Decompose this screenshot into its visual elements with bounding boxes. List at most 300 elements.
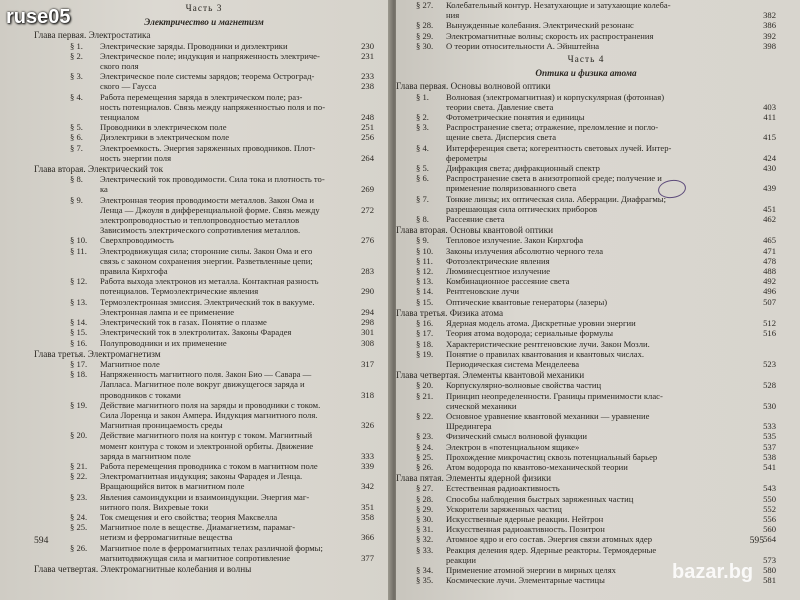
section-title-text: Рентгеновские лучи	[446, 286, 520, 297]
section-title-text: Корпускулярно-волновые свойства частиц	[446, 380, 602, 391]
toc-entry	[396, 431, 776, 441]
toc-entry	[396, 143, 776, 153]
page-ref: 471	[763, 245, 776, 256]
section-title-text: Электронная теория проводимости металлов. Закон Ома и	[100, 194, 314, 205]
section-number: § 3.	[70, 71, 83, 82]
toc-entry	[396, 380, 776, 390]
section-title-text: Работа выхода электронов из металла. Контактная разность	[100, 276, 319, 287]
section-number: § 6.	[416, 173, 429, 184]
toc-entry	[34, 122, 374, 132]
page-ref: 264	[361, 152, 374, 163]
left-page	[0, 0, 392, 600]
toc-entry	[34, 153, 374, 163]
page-ref: 230	[361, 40, 374, 51]
toc-lines	[34, 30, 374, 574]
toc-entry	[34, 41, 374, 51]
section-title-text: Естественная радиоактивность	[446, 483, 560, 494]
toc-entry	[34, 215, 374, 225]
page-ref: 415	[763, 132, 776, 143]
toc-entry	[396, 297, 776, 307]
toc-entry	[34, 112, 374, 122]
chapter-heading: Глава первая. Основы волновой оптики	[396, 81, 551, 92]
toc-entry	[396, 442, 776, 452]
section-title-text: Вынужденные колебания. Электрический резонанс	[446, 20, 634, 31]
page-ref: 581	[763, 575, 776, 586]
toc-entry	[34, 81, 374, 91]
section-title-text: Интерференция света; когерентность световых лучей. Интер-	[446, 142, 672, 153]
section-title-text: Искусственная радиоактивность. Позитрон	[446, 524, 605, 535]
toc-entry	[396, 339, 776, 349]
page-ref: 308	[361, 337, 374, 348]
section-number: § 24.	[70, 511, 88, 522]
section-number: § 35.	[416, 575, 434, 586]
section-title-text: Проводники в электрическом поле	[100, 122, 227, 133]
section-title-text: Понятие о правилах квантования и квантовых числах.	[446, 348, 645, 359]
page-ref: 424	[763, 152, 776, 163]
section-title-text: Магнитное поле в веществе. Диамагнетизм, парамаг-	[100, 522, 296, 533]
toc-entry	[34, 297, 374, 307]
toc-entry	[396, 286, 776, 296]
page-ref: 269	[361, 184, 374, 195]
section-title-text: Ток смещения и его свойства; теория Максвелла	[100, 511, 278, 522]
section-number: § 4.	[70, 91, 83, 102]
section-title-text: Напряженность магнитного поля. Закон Био — Савара —	[100, 369, 312, 380]
toc-entry	[396, 163, 776, 173]
section-number: § 22.	[416, 410, 434, 421]
section-title-text: Атомное ядро и его состав. Энергия связи атомных ядер	[446, 534, 653, 545]
section-number: § 27.	[416, 0, 434, 10]
toc-entry	[34, 286, 374, 296]
bazar-logo-icon	[672, 554, 792, 585]
section-number: § 23.	[70, 491, 88, 502]
toc-entry	[34, 143, 374, 153]
section-title-text: потенциалов. Термоэлектрические явления	[100, 286, 259, 297]
section-number: § 16.	[70, 337, 88, 348]
section-number: § 13.	[70, 296, 88, 307]
page-ref: 543	[763, 483, 776, 494]
section-title-text: Теория атома водорода; сериальные формулы	[446, 328, 614, 339]
chapter-heading: Глава вторая. Электрический ток	[34, 164, 164, 175]
section-number: § 2.	[416, 112, 429, 123]
toc-entry	[34, 471, 374, 481]
section-title-text: Электрон в «потенциальном ящике»	[446, 441, 580, 452]
logo-text: bazar.bg	[672, 561, 754, 583]
page-ref: 339	[361, 460, 374, 471]
page-ref: 507	[763, 296, 776, 307]
page-ref: 386	[763, 20, 776, 31]
section-title-text: Периодическая система Менделеева	[446, 358, 580, 369]
section-title-text: Космические лучи. Элементарные частицы	[446, 575, 605, 586]
toc-entry	[34, 132, 374, 142]
section-title-text: Распространение света в анизотропной среде; получение и	[446, 173, 662, 184]
section-number: § 28.	[416, 20, 434, 31]
section-number: § 29.	[416, 30, 434, 41]
toc-entry	[34, 246, 374, 256]
toc-entry	[396, 256, 776, 266]
toc-entry	[396, 41, 776, 51]
page-ref: 392	[763, 30, 776, 41]
toc-entry	[34, 359, 374, 369]
page-ref: 462	[763, 214, 776, 225]
toc-entry	[396, 102, 776, 112]
section-number: § 17.	[416, 328, 434, 339]
section-title-text: Работа перемещения проводника с током в магнитном поле	[100, 460, 318, 471]
toc-entry	[396, 452, 776, 462]
section-number: § 29.	[416, 503, 434, 514]
page-ref: 439	[763, 183, 776, 194]
section-number: § 31.	[416, 524, 434, 535]
toc-entry	[34, 543, 374, 553]
right-page	[396, 0, 800, 600]
page-ref: 496	[763, 286, 776, 297]
page-ref: 451	[763, 203, 776, 214]
section-title-text: Электродвижущая сила; сторонние силы. Закон Ома и его	[100, 245, 313, 256]
chapter-heading: Глава пятая. Элементы ядерной физики	[396, 473, 552, 484]
page-ref: 552	[763, 503, 776, 514]
page-ref: 411	[763, 112, 776, 123]
toc-entry	[34, 92, 374, 102]
section-title-text: электропроводностью и теплопроводностью металлов	[100, 215, 300, 226]
page-ref: 564	[763, 534, 776, 545]
page-ref: 398	[763, 40, 776, 51]
section-title-text: Законы излучения абсолютно черного тела	[446, 245, 604, 256]
toc-entry	[34, 461, 374, 471]
section-title-text: Характеристические рентгеновские лучи. Закон Мозли.	[446, 338, 650, 349]
toc-entry	[396, 10, 776, 20]
toc-entry	[34, 492, 374, 502]
section-number: § 22.	[70, 471, 88, 482]
page-ref: 488	[763, 266, 776, 277]
toc-entry	[34, 441, 374, 451]
section-title: Оптика и физика атома	[535, 68, 637, 79]
toc-entry	[34, 390, 374, 400]
toc-entry	[34, 51, 374, 61]
section-title-text: Работа перемещения заряда в электрическом поле; раз-	[100, 91, 303, 102]
part-title: Часть 3	[185, 4, 223, 14]
section-title-text: Электромагнитная индукция; законы Фарадея и Ленца.	[100, 471, 303, 482]
section-number: § 12.	[70, 276, 88, 287]
toc-entry	[34, 256, 374, 266]
page-ref: 516	[763, 328, 776, 339]
section-title-text: Шредингера	[446, 421, 492, 432]
toc-entry	[396, 112, 776, 122]
page-ref: 276	[361, 235, 374, 246]
toc-entry	[396, 0, 776, 10]
section-title-text: Распространение света; отражение, преломление и погло-	[446, 122, 659, 133]
page-ref: 301	[361, 327, 374, 338]
section-number: § 21.	[70, 460, 88, 471]
section-title-text: Люминесцентное излучение	[446, 266, 551, 277]
toc-entry	[396, 494, 776, 504]
section-title-text: Вращающийся виток в магнитном поле	[100, 481, 245, 492]
section-title-text: Применение атомной энергии в мирных целях	[446, 564, 616, 575]
toc-entry	[396, 411, 776, 421]
page-ref: 298	[361, 317, 374, 328]
toc-entry	[34, 317, 374, 327]
toc-entry	[396, 194, 776, 204]
toc-entry	[34, 195, 374, 205]
page-ref: 556	[763, 513, 776, 524]
section-title-text: Физический смысл волновой функции	[446, 431, 587, 442]
section-number: § 9.	[70, 194, 83, 205]
section-title-text: Магнитное поле в ферромагнитных телах различной формы;	[100, 542, 323, 553]
page-ref: 248	[361, 112, 374, 123]
section-number: § 26.	[70, 542, 88, 553]
toc-entry	[34, 522, 374, 532]
toc-entry	[34, 502, 374, 512]
section-number: § 6.	[70, 132, 83, 143]
section-number: § 21.	[416, 390, 434, 401]
toc-entry	[34, 266, 374, 276]
toc-entry	[396, 266, 776, 276]
section-number: § 19.	[416, 348, 434, 359]
section-title-text: Ускорители заряженных частиц	[446, 503, 562, 514]
section-title-text: Рассеяние света	[446, 214, 505, 225]
toc-entry	[34, 327, 374, 337]
toc-entry	[396, 132, 776, 142]
toc-entry	[396, 122, 776, 132]
toc-entry	[396, 214, 776, 224]
section-title-text: Электрический ток в электролитах. Законы Фарадея	[100, 327, 292, 338]
page-ref: 541	[763, 461, 776, 472]
section-title-text: Тепловое излучение. Закон Кирхгофа	[446, 235, 584, 246]
section-title-text: Фотометрические понятия и единицы	[446, 112, 585, 123]
section-title-text: Электрическое поле; индукция и напряженность электриче-	[100, 50, 320, 61]
section-title-text: Оптические квантовые генераторы (лазеры)	[446, 296, 608, 307]
section-title-text: правила Кирхгофа	[100, 266, 168, 277]
section-number: § 2.	[70, 50, 83, 61]
section-title-text: Электронная лампа и ее применение	[100, 306, 235, 317]
section-number: § 14.	[70, 317, 88, 328]
toc-lines	[396, 81, 776, 585]
section-title-text: ность потенциалов. Связь между напряженностью поля и по-	[100, 101, 326, 112]
section-number: § 15.	[416, 296, 434, 307]
section-number: § 18.	[70, 369, 88, 380]
section-title-text: Способы наблюдения быстрых заряженных частиц	[446, 493, 634, 504]
section-number: § 7.	[70, 142, 83, 153]
toc-entry	[396, 401, 776, 411]
chapter-heading: Глава третья. Электромагнетизм	[34, 348, 161, 359]
section-number: § 28.	[416, 493, 434, 504]
section-number: § 14.	[416, 286, 434, 297]
page-ref: 251	[361, 122, 374, 133]
toc-entry	[396, 31, 776, 41]
section-title-text: Тонкие линзы; их оптическая сила. Аберрации. Диафрагмы;	[446, 193, 666, 204]
section-number: § 20.	[416, 380, 434, 391]
toc-lines	[396, 0, 776, 51]
left-toc	[34, 0, 374, 574]
page-ref: 326	[361, 420, 374, 431]
page-ref: 523	[763, 358, 776, 369]
page-ref: 256	[361, 132, 374, 143]
section-title-text: Сила Лоренца и закон Ампера. Индукция магнитного поля.	[100, 409, 318, 420]
page-ref: 492	[763, 276, 776, 287]
page-ref: 377	[361, 552, 374, 563]
section-title-text: Электрический ток в газах. Понятие о плазме	[100, 317, 267, 328]
toc-entry	[396, 204, 776, 214]
section-number: § 25.	[416, 451, 434, 462]
toc-entry	[396, 92, 776, 102]
section-title-text: Дифракция света; дифракционный спектр	[446, 163, 600, 174]
section-title-text: щение света. Дисперсия света	[446, 132, 557, 143]
page-ref: 573	[763, 554, 776, 565]
section-title-text: заряда в магнитном поле	[100, 450, 191, 461]
section-title-text: магнитодвижущая сила и магнитное сопротивление	[100, 552, 291, 563]
page-ref: 283	[361, 266, 374, 277]
section-title-text: ния	[446, 10, 460, 21]
page-ref: 366	[361, 532, 374, 543]
section-number: § 20.	[70, 430, 88, 441]
page-ref: 294	[361, 306, 374, 317]
toc-entry	[396, 462, 776, 472]
page-ref: 530	[763, 400, 776, 411]
toc-entry	[34, 338, 374, 348]
section-number: § 8.	[70, 174, 83, 185]
section-title-text: Магнитная проницаемость среды	[100, 420, 223, 431]
section-title-text: Электроемкость. Энергия заряженных проводников. Плот-	[100, 142, 316, 153]
section-title-text: ность энергии поля	[100, 152, 172, 163]
section-number: § 5.	[70, 122, 83, 133]
page-ref: 317	[361, 358, 374, 369]
toc-entry	[34, 225, 374, 245]
page-ref: 318	[361, 389, 374, 400]
section-number: § 33.	[416, 544, 434, 555]
section-title-text: Зависимость электрического сопротивления металлов. Сверхпроводимость	[100, 225, 301, 246]
section-title-text: сической механики	[446, 400, 517, 411]
toc-entry	[396, 504, 776, 514]
section-number: § 27.	[416, 483, 434, 494]
toc-entry	[34, 276, 374, 286]
section-number: § 19.	[70, 399, 88, 410]
section-number: § 30.	[416, 40, 434, 51]
page-ref: 272	[361, 204, 374, 215]
toc-entry	[34, 512, 374, 522]
section-title-text: Фотоэлектрические явления	[446, 255, 550, 266]
section-title-text: Действие магнитного поля на заряды и проводники с током.	[100, 399, 321, 410]
section-title-text: Комбинационное рассеяние света	[446, 276, 570, 287]
section-title-text: Электрический ток проводимости. Сила тока и плотность то-	[100, 174, 325, 185]
toc-entry	[34, 369, 374, 379]
watermark-logo	[672, 554, 792, 590]
section-number: § 8.	[416, 214, 429, 225]
right-toc	[396, 0, 776, 585]
chapter-heading: Глава третья. Физика атома	[396, 307, 504, 318]
section-title-text: применение поляризованного света	[446, 183, 577, 194]
page-ref: 358	[361, 511, 374, 522]
toc-entry	[396, 328, 776, 338]
section-number: § 12.	[416, 266, 434, 277]
section-title-text: Прохождение микрочастиц сквозь потенциальный барьер	[446, 451, 658, 462]
section-number: § 11.	[416, 255, 433, 266]
toc-entry	[34, 102, 374, 112]
section-title-text: Атом водорода по квантово-механической теории	[446, 461, 628, 472]
section-number: § 9.	[416, 235, 429, 246]
chapter-heading: Глава четвертая. Электромагнитные колебания и волны	[34, 563, 252, 574]
section-title-text: Электромагнитные волны; скорость их распространения	[446, 30, 654, 41]
page-ref: 560	[763, 524, 776, 535]
section-title-text: Колебательный контур. Незатухающие и затухающие колеба-	[446, 0, 671, 10]
section-number: § 1.	[416, 91, 429, 102]
section-number: § 10.	[70, 235, 88, 246]
section-number: § 25.	[70, 522, 88, 533]
page-ref: 382	[763, 10, 776, 21]
section-number: § 16.	[416, 318, 434, 329]
page-ref: 538	[763, 451, 776, 462]
toc-entry	[34, 184, 374, 194]
section-number: § 23.	[416, 431, 434, 442]
page-ref: 231	[361, 50, 374, 61]
section-number: § 10.	[416, 245, 434, 256]
section-title-text: тенциалом	[100, 112, 140, 123]
section-title-text: Электрические заряды. Проводники и диэлектрики	[100, 40, 288, 51]
page-ref: 351	[361, 501, 374, 512]
section-title-text: Явления самоиндукции и взаимоиндукции. Энергия маг-	[100, 491, 310, 502]
section-number: § 24.	[416, 441, 434, 452]
page-ref: 430	[763, 163, 776, 174]
toc-entry	[34, 481, 374, 491]
page-number: 595	[749, 535, 764, 546]
page-ref: 290	[361, 286, 374, 297]
section-title-text: ферометры	[446, 152, 487, 163]
page-ref: 233	[361, 71, 374, 82]
toc-entry	[396, 483, 776, 493]
section-title-text: нитного поля. Вихревые токи	[100, 501, 209, 512]
section-number: § 34.	[416, 564, 434, 575]
toc-entry	[34, 532, 374, 542]
section-title-text: Действие магнитного поля на контур с током. Магнитный	[100, 430, 313, 441]
page-ref: 342	[361, 481, 374, 492]
toc-entry	[34, 61, 374, 71]
page-ref: 512	[763, 318, 776, 329]
section-number: § 5.	[416, 163, 429, 174]
page-ref: 580	[763, 564, 776, 575]
toc-entry	[396, 276, 776, 286]
section-number: § 4.	[416, 142, 429, 153]
page-ref: 403	[763, 101, 776, 112]
page-ref: 238	[361, 81, 374, 92]
toc-entry	[34, 410, 374, 420]
section-title-text: Термоэлектронная эмиссия. Электрический ток в вакууме.	[100, 296, 315, 307]
toc-entry	[34, 451, 374, 461]
section-title-text: Магнитное поле	[100, 358, 160, 369]
section-title-text: Лапласа. Магнитное поле вокруг движущегося заряда и	[100, 379, 305, 390]
toc-entry	[34, 553, 374, 563]
section-title-text: ка	[100, 184, 108, 195]
toc-entry	[396, 173, 776, 183]
section-title-text: Диэлектрики в электрическом поле	[100, 132, 230, 143]
page-ref: 333	[361, 450, 374, 461]
toc-entry	[396, 359, 776, 369]
toc-entry	[396, 153, 776, 163]
page-ref: 528	[763, 380, 776, 391]
section-number: § 32.	[416, 534, 434, 545]
page-ref: 465	[763, 235, 776, 246]
section-number: § 1.	[70, 40, 83, 51]
section-title-text: ского — Гаусса	[100, 81, 157, 92]
section-title-text: Принцип неопределенности. Границы применимости клас-	[446, 390, 663, 401]
section-number: § 17.	[70, 358, 88, 369]
section-number: § 11.	[70, 245, 87, 256]
section-title-text: Основное уравнение квантовой механики — уравнение	[446, 410, 650, 421]
toc-entry	[396, 514, 776, 524]
toc-entry	[34, 430, 374, 440]
chapter-heading: Глава первая. Электростатика	[34, 30, 151, 41]
page-number: 594	[34, 535, 49, 546]
toc-entry	[34, 174, 374, 184]
toc-entry	[34, 379, 374, 389]
toc-entry	[396, 545, 776, 555]
toc-entry	[396, 246, 776, 256]
